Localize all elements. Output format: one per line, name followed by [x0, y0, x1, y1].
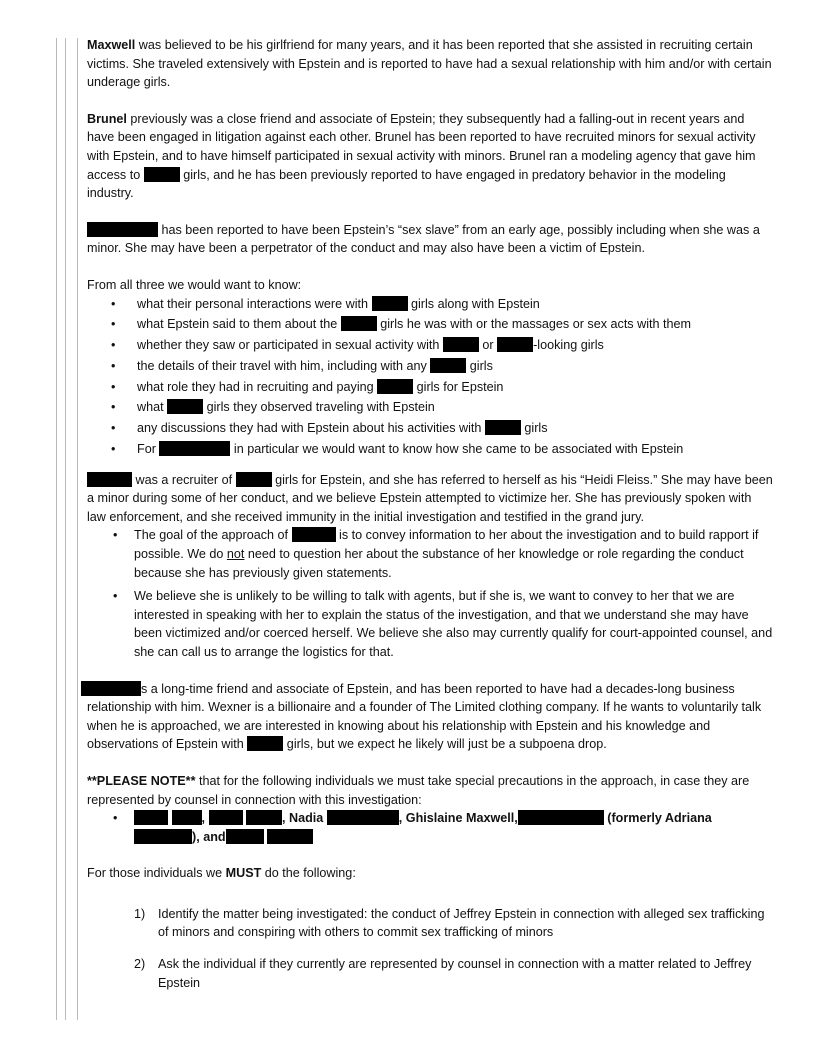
redaction-block	[134, 810, 168, 825]
list-item: • what their personal interactions were with girls along with Epstein	[87, 295, 773, 314]
recruiter-approach-list	[87, 526, 773, 661]
list-item: 2) Ask the individual if they currently are represented by counsel in connection with a matter related to Jeffrey Epstein	[134, 957, 752, 990]
list-item: • any discussions they had with Epstein about his activities with girls	[87, 419, 773, 438]
margin-rule-1	[56, 38, 57, 1020]
required-steps-list	[87, 905, 773, 992]
name-maxwell: Maxwell	[87, 38, 136, 52]
paragraph-questions-intro: From all three we would want to know:	[87, 277, 302, 292]
list-item: 1) Identify the matter being investigated: the conduct of Jeffrey Epstein in connection with alleged sex trafficking of minors and conspiring with others to commit sex trafficking of minors	[134, 906, 765, 940]
redaction-block	[497, 337, 533, 352]
paragraph-must: For those individuals we MUST do the following:	[87, 866, 356, 881]
redaction-block	[134, 829, 192, 844]
redaction-block	[87, 222, 158, 237]
list-item: • We believe she is unlikely to be willing to talk with agents, but if she is, we want to convey to her that we are interested in speaking with her to explain the status of the investigation, and that we understand she may have been victimized and/or coerced herself. We believe she also may currently qualify for court-appointed counsel, and she can call us to arrange the logistics for that.	[87, 587, 773, 661]
redaction-block	[236, 472, 272, 487]
questions-list	[87, 295, 773, 459]
redaction-block	[372, 296, 408, 311]
redaction-block	[267, 829, 313, 844]
redaction-block	[443, 337, 479, 352]
redaction-block	[292, 527, 336, 542]
redaction-block	[172, 810, 202, 825]
paragraph-brunel: Brunel previously was a close friend and associate of Epstein; they subsequently had a falling-out in recent years and have been engaged in litigation against each other. Brunel has been reported to have recruited minors for sexual activity with Epstein, and to have himself participated in sexual activity with minors. Brunel ran a modeling agency that gave him access to girls, and he has been previously reported to have engaged in predatory behavior in the modeling industry.	[87, 111, 756, 201]
redaction-block	[247, 736, 283, 751]
redaction-block	[81, 681, 141, 696]
list-item: • what girls they observed traveling with Epstein	[87, 398, 773, 417]
redaction-block	[327, 810, 399, 825]
list-item: • The goal of the approach of is to convey information to her about the investigation and to build rapport if possible. We do not need to question her about the substance of her knowledge or role regarding the conduct because she has previously given statements.	[87, 526, 773, 582]
redaction-block	[518, 810, 604, 825]
list-item: • the details of their travel with him, including with any girls	[87, 357, 773, 376]
paragraph-maxwell: Maxwell was believed to be his girlfriend for many years, and it has been reported that she assisted in recruiting certain victims. She traveled extensively with Epstein and is reported to have had a sexual relationship with him and/or with certain underage girls.	[87, 38, 772, 90]
redaction-block	[87, 472, 132, 487]
margin-rule-2	[65, 38, 66, 1020]
list-item: • what role they had in recruiting and paying girls for Epstein	[87, 378, 773, 397]
redaction-block	[226, 829, 264, 844]
redaction-block	[430, 358, 466, 373]
margin-rule-3	[77, 38, 78, 1020]
redaction-block	[167, 399, 203, 414]
paragraph-recruiter: was a recruiter of girls for Epstein, and she has referred to herself as his “Heidi Fleiss.” She may have been a minor during some of her conduct, and we believe Epstein attempted to victimize her. She has previously spoken with law enforcement, and she received immunity in the initial investigation and testified in the grand jury.	[87, 472, 773, 524]
list-item: • what Epstein said to them about the girls he was with or the massages or sex acts with them	[87, 315, 773, 334]
redaction-block	[209, 810, 243, 825]
redaction-block	[144, 167, 180, 182]
document-body	[87, 36, 773, 1005]
redaction-block	[341, 316, 377, 331]
list-item: • , , Nadia , Ghislaine Maxwell, (formerly Adriana ), and	[87, 809, 773, 846]
list-item: • whether they saw or participated in sexual activity with or -looking girls	[87, 336, 773, 355]
represented-individuals-list	[87, 809, 773, 846]
redaction-block	[159, 441, 230, 456]
paragraph-third-person: has been reported to have been Epstein’s “sex slave” from an early age, possibly including when she was a minor. She may have been a perpetrator of the conduct and may also have been a victim of Epstein.	[87, 222, 760, 256]
list-item: • For in particular we would want to know how she came to be associated with Epstein	[87, 440, 773, 459]
paragraph-wexner: s a long-time friend and associate of Epstein, and has been reported to have had a decades-long business relationship with him. Wexner is a billionaire and a founder of The Limited clothing company. If he wants to voluntarily talk when he is approached, we are interested in knowing about his relationship with Epstein and his knowledge and observations of Epstein with girls, but we expect he likely will just be a subpoena drop.	[87, 680, 773, 754]
redaction-block	[485, 420, 521, 435]
redaction-block	[377, 379, 413, 394]
redaction-block	[246, 810, 282, 825]
paragraph-please-note: **PLEASE NOTE** that for the following individuals we must take special precautions in the approach, in case they are represented by counsel in connection with this investigation:	[87, 773, 750, 807]
name-brunel: Brunel	[87, 111, 127, 126]
